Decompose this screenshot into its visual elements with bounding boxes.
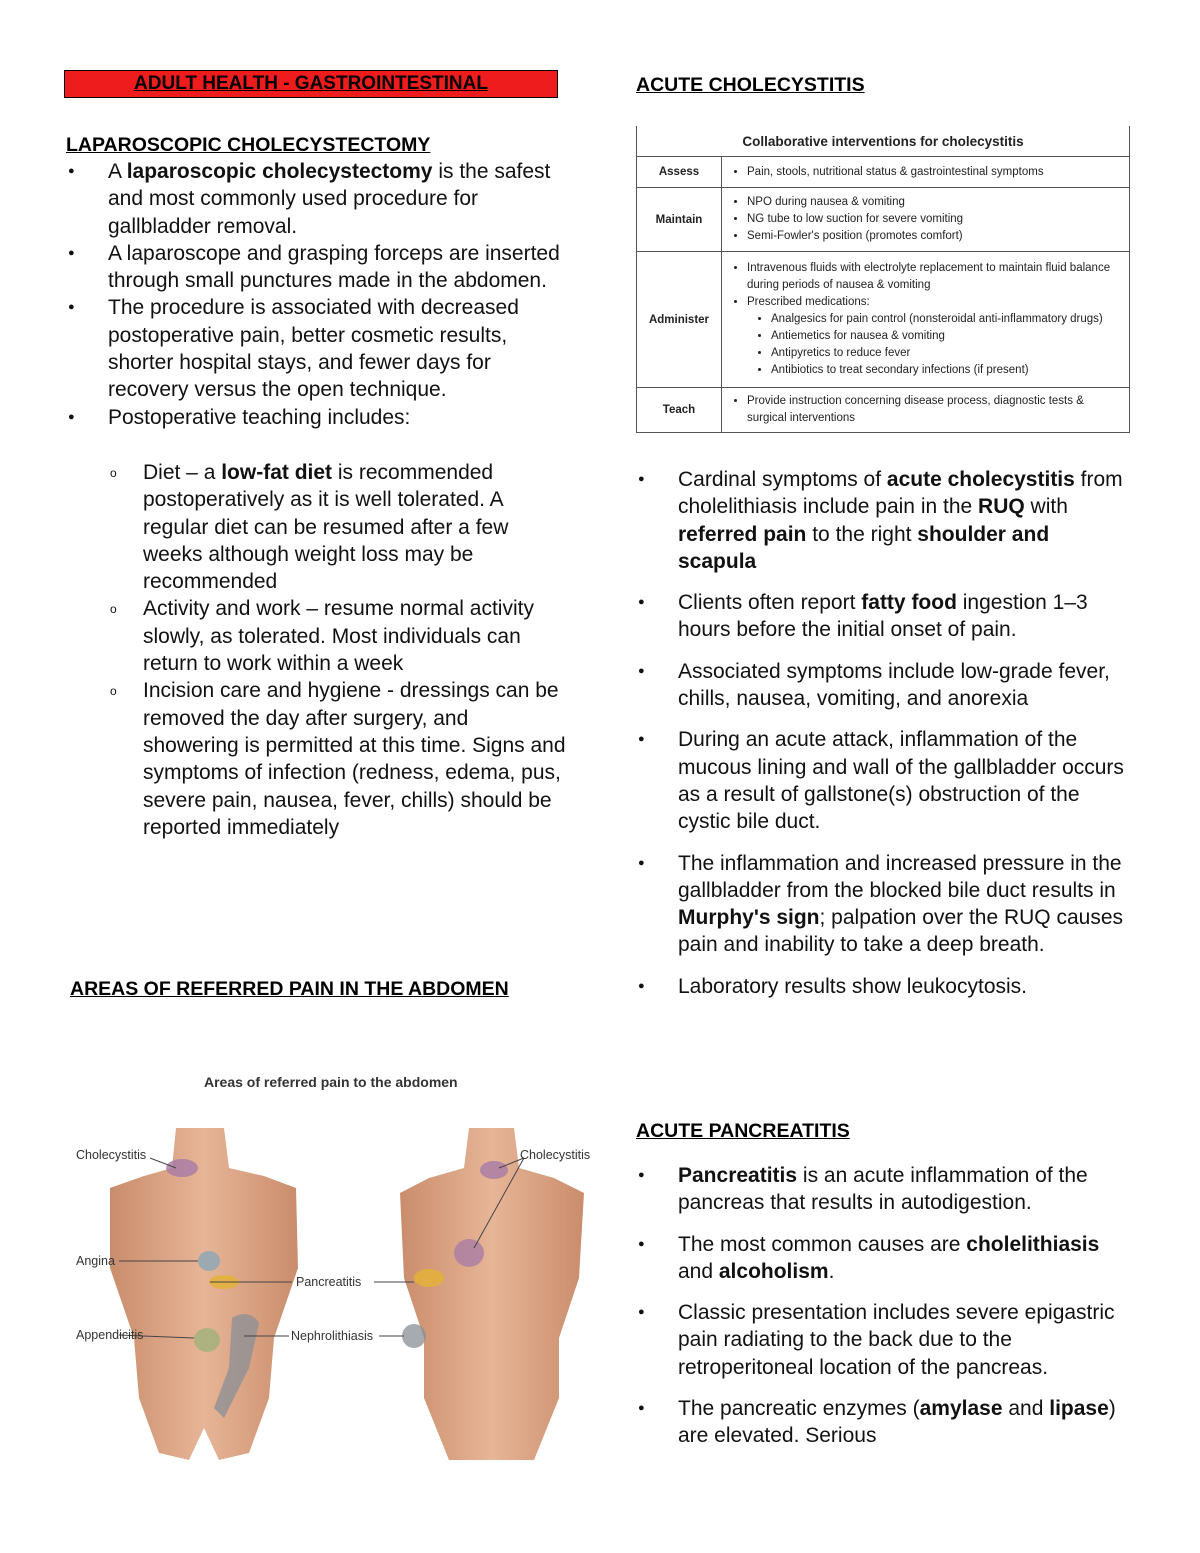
teach-cell: • Provide instruction concerning disease process, diagnostic tests & surgical interventions: [722, 388, 1130, 433]
angina-region: [198, 1251, 220, 1271]
table-row: [637, 252, 1130, 388]
cholecystectomy-list: [66, 158, 566, 841]
list-item: ● During an acute attack, inflammation of the mucous lining and wall of the gallbladder occurs as a result of gallstone(s) obstruction of the cystic bile duct.: [636, 726, 1126, 835]
list-item: ● A laparoscopic cholecystectomy is the safest and most commonly used procedure for gallbladder removal.: [66, 158, 566, 240]
torso-illustration: [64, 1068, 604, 1468]
list-item: ● Pancreatitis is an acute inflammation of the pancreas that results in autodigestion.: [636, 1162, 1126, 1217]
label-cholecystitis-front: Cholecystitis: [76, 1148, 147, 1162]
table-title: Collaborative interventions for cholecystitis: [637, 126, 1130, 157]
collaborative-interventions-table: [636, 126, 1130, 433]
label-appendicitis: Appendicitis: [76, 1328, 144, 1342]
row-label-maintain: Maintain: [637, 188, 722, 252]
administer-cell: • Intravenous fluids with electrolyte replacement to maintain fluid balance during periods of nausea & vomiting • Prescribed medications: • Analgesics for pain control (nonsteroidal anti-inflammatory drugs) • Antiemetics for nausea & vomiting • Antipyretics to reduce fever • Antibiotics to treat secondary infections (if present): [722, 252, 1130, 388]
table-row: [637, 157, 1130, 188]
label-cholecystitis-back: Cholecystitis: [520, 1148, 591, 1162]
table-row: [637, 188, 1130, 252]
list-item: ● Cardinal symptoms of acute cholecystitis from cholelithiasis include pain in the RUQ with referred pain to the right shoulder and scapula: [636, 466, 1126, 575]
label-pancreatitis: Pancreatitis: [296, 1275, 362, 1289]
figure-title: Areas of referred pain to the abdomen: [204, 1074, 458, 1090]
list-item: ● Associated symptoms include low-grade fever, chills, nausea, vomiting, and anorexia: [636, 658, 1126, 713]
list-item: o Diet – a low-fat diet is recommended postoperatively as it is well tolerated. A regular diet can be resumed after a few weeks although weight loss may be recommended: [108, 459, 566, 595]
row-label-assess: Assess: [637, 157, 722, 188]
label-nephrolithiasis: Nephrolithiasis: [291, 1329, 373, 1343]
pancreatitis-list: [636, 1162, 1126, 1464]
list-item: o Activity and work – resume normal activity slowly, as tolerated. Most individuals can return to work within a week: [108, 595, 566, 677]
list-item: ● A laparoscope and grasping forceps are inserted through small punctures made in the abdomen.: [66, 240, 566, 295]
heading-acute-pancreatitis: ACUTE PANCREATITIS: [636, 1120, 850, 1142]
heading-laparoscopic-cholecystectomy: LAPAROSCOPIC CHOLECYSTECTOMY: [66, 134, 431, 156]
list-item: o Incision care and hygiene - dressings can be removed the day after surgery, and showering is permitted at this time. Signs and symptoms of infection (redness, edema, pus, severe pain, nausea, fever, chills) should be reported immediately: [108, 677, 566, 841]
row-label-teach: Teach: [637, 388, 722, 433]
nephrolithiasis-region-back: [402, 1324, 426, 1348]
pancreatitis-region-back: [414, 1269, 444, 1287]
postoperative-teaching-list: [108, 459, 566, 841]
list-item: ● Clients often report fatty food ingestion 1–3 hours before the initial onset of pain.: [636, 589, 1126, 644]
cholecystitis-region-back: [480, 1161, 508, 1179]
appendicitis-region: [194, 1328, 220, 1352]
cholecystitis-scapula-region: [454, 1239, 484, 1267]
referred-pain-figure: [64, 1068, 604, 1468]
list-item: ● Postoperative teaching includes: o Diet – a low-fat diet is recommended postoperatively as it is well tolerated. A regular diet can be resumed after a few weeks although weight loss may be recommended o Activity and work – resume normal activity slowly, as tolerated. Most individuals can return to work within a week o Incision care and hygiene - dressings can be removed the day after surgery, and showering is permitted at this time. Signs and symptoms of infection (redness, edema, pus, severe pain, nausea, fever, chills) should be reported immediately: [66, 404, 566, 841]
front-torso: [110, 1128, 298, 1460]
row-label-administer: Administer: [637, 252, 722, 388]
heading-acute-cholecystitis: ACUTE CHOLECYSTITIS: [636, 74, 865, 96]
section-banner: ADULT HEALTH - GASTROINTESTINAL: [64, 70, 558, 98]
list-item: ● The inflammation and increased pressure in the gallbladder from the blocked bile duct results in Murphy's sign; palpation over the RUQ causes pain and inability to take a deep breath.: [636, 850, 1126, 959]
list-item: ● The procedure is associated with decreased postoperative pain, better cosmetic results, shorter hospital stays, and fewer days for recovery versus the open technique.: [66, 294, 566, 403]
cholecystitis-region-front: [166, 1159, 198, 1177]
list-item: ● Laboratory results show leukocytosis.: [636, 973, 1126, 1000]
list-item: ● The pancreatic enzymes (amylase and lipase) are elevated. Serious: [636, 1395, 1126, 1450]
heading-areas-of-referred-pain: AREAS OF REFERRED PAIN IN THE ABDOMEN: [70, 978, 509, 1000]
assess-cell: • Pain, stools, nutritional status & gastrointestinal symptoms: [722, 157, 1130, 188]
maintain-cell: • NPO during nausea & vomiting • NG tube to low suction for severe vomiting • Semi-Fowler's position (promotes comfort): [722, 188, 1130, 252]
list-item: ● Classic presentation includes severe epigastric pain radiating to the back due to the retroperitoneal location of the pancreas.: [636, 1299, 1126, 1381]
table-row: [637, 388, 1130, 433]
cholecystitis-list: [636, 466, 1126, 1014]
label-angina: Angina: [76, 1254, 115, 1268]
list-item: ● The most common causes are cholelithiasis and alcoholism.: [636, 1231, 1126, 1286]
